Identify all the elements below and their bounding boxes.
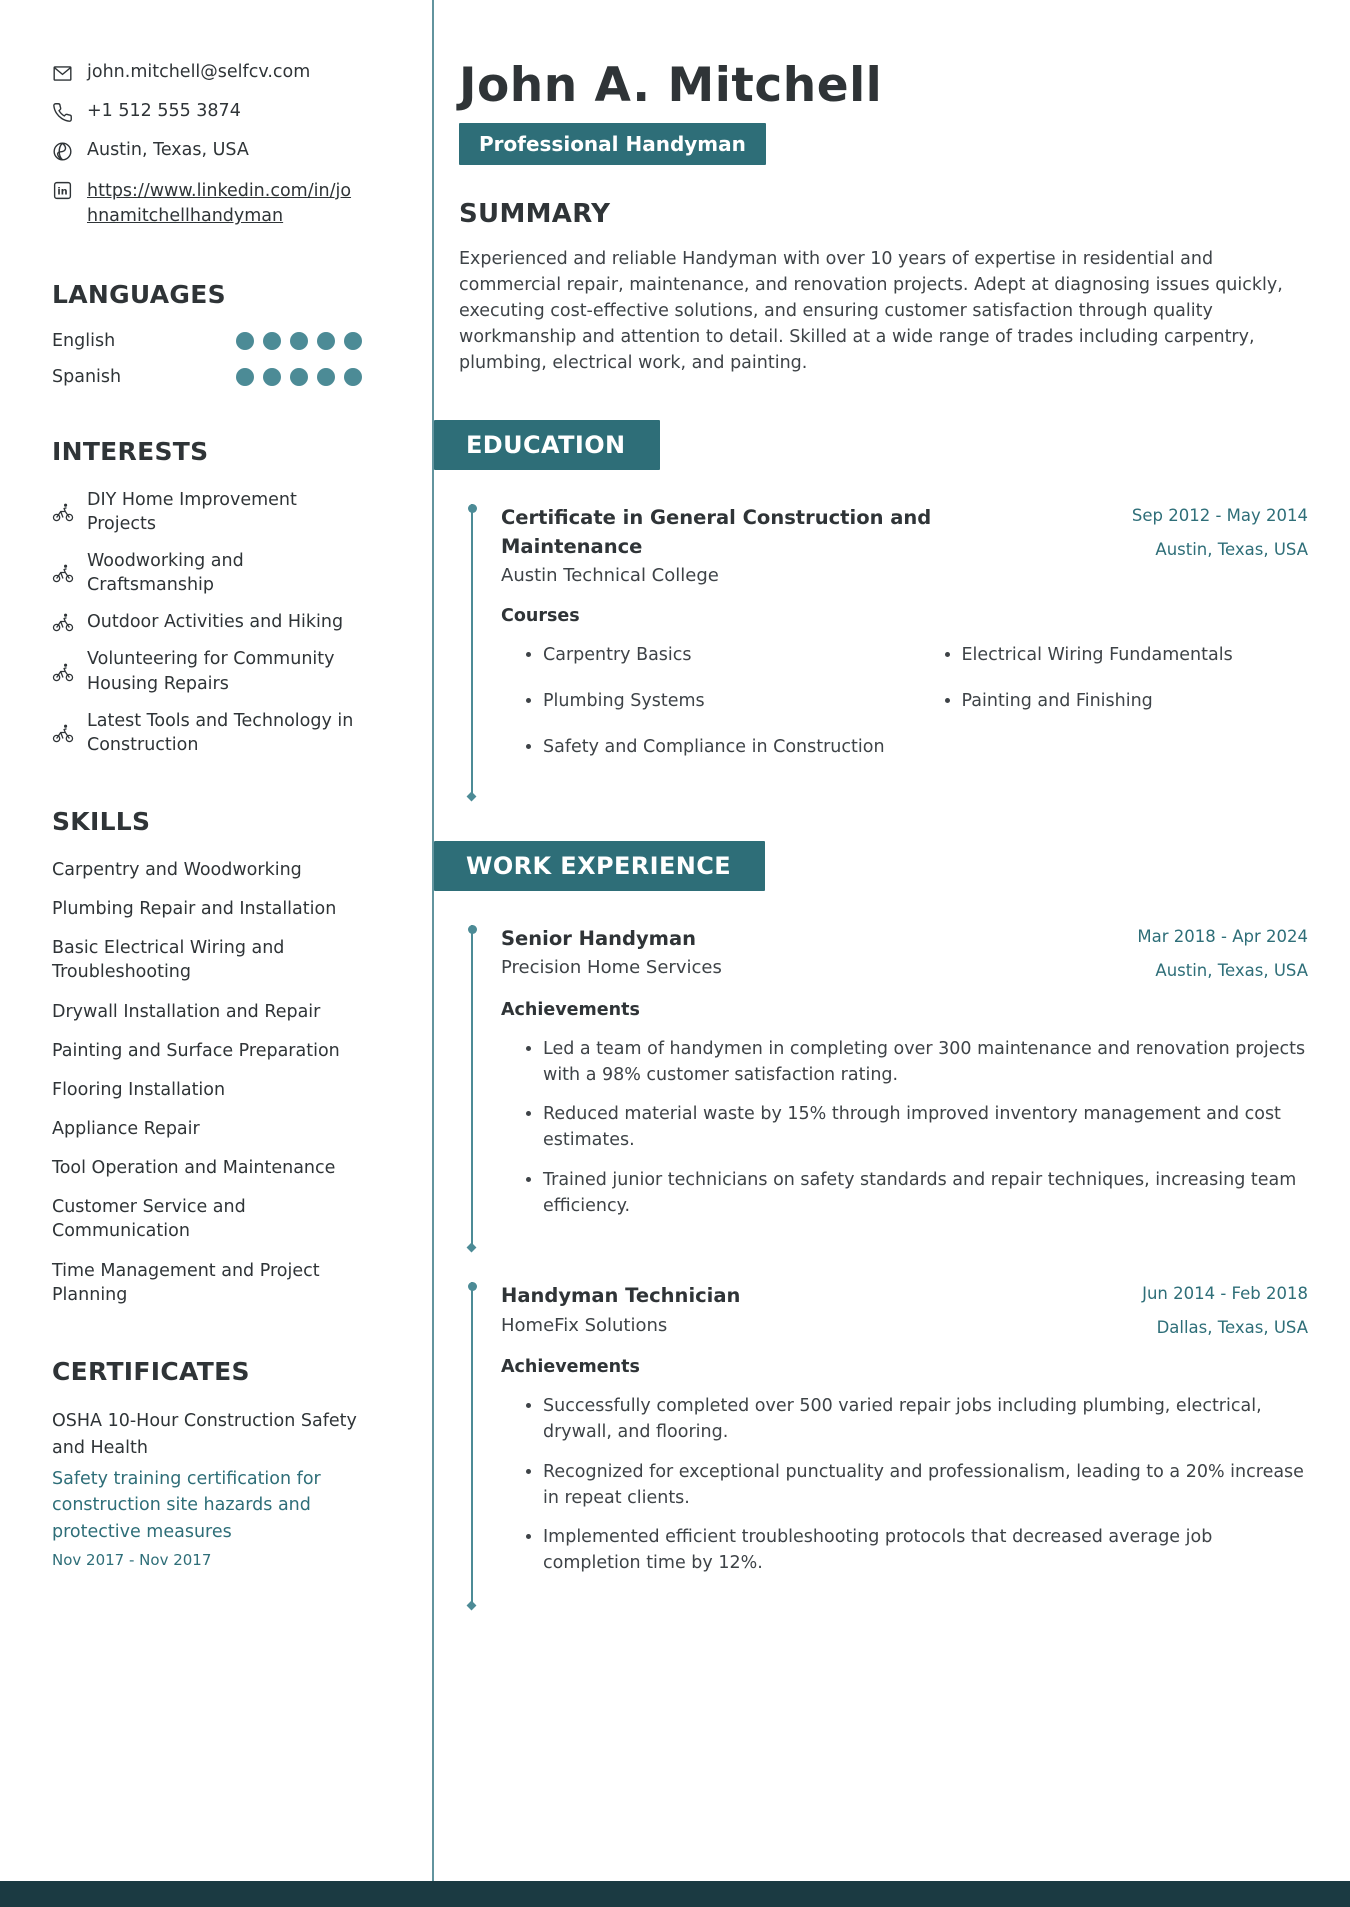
skill-item: Plumbing Repair and Installation xyxy=(52,899,337,920)
language-row-english xyxy=(52,331,362,351)
job-dates: Jun 2014 - Feb 2018 xyxy=(1142,1284,1308,1304)
interest-label: Volunteering for Community Housing Repairs xyxy=(87,649,335,694)
course-item: • Plumbing Systems xyxy=(543,688,890,714)
achievements-label: Achievements xyxy=(501,1357,640,1378)
cyclist-icon xyxy=(52,562,74,584)
achievement-item: • Led a team of handymen in completing over 300 maintenance and renovation projects with a 98% customer satisfaction rating. xyxy=(543,1036,1308,1089)
job-dates: Mar 2018 - Apr 2024 xyxy=(1137,926,1308,946)
courses-column-1 xyxy=(501,642,890,781)
education-location: Austin, Texas, USA xyxy=(1155,540,1308,560)
contact-email xyxy=(52,62,362,84)
certificate-name: OSHA 10-Hour Construction Safety and Health xyxy=(52,1410,357,1458)
contact-linkedin xyxy=(52,179,362,230)
company-name: Precision Home Services xyxy=(501,957,722,978)
cyclist-icon xyxy=(52,722,74,744)
language-level-dots xyxy=(236,368,362,386)
education-section-banner: EDUCATION xyxy=(434,420,660,470)
degree-title: Certificate in General Construction and Maintenance xyxy=(501,506,932,558)
school-name: Austin Technical College xyxy=(501,564,719,586)
interest-label: Outdoor Activities and Hiking xyxy=(87,612,344,633)
work-experience-entry xyxy=(471,1282,1308,1606)
skill-item: Time Management and Project Planning xyxy=(52,1260,320,1305)
interest-label: DIY Home Improvement Projects xyxy=(87,489,297,534)
contact-linkedin-link[interactable]: https://www.linkedin.com/in/johnamitchellhandyman xyxy=(87,181,352,227)
linkedin-icon xyxy=(52,180,73,201)
achievement-item: • Recognized for exceptional punctuality and professionalism, leading to a 20% increase in repeat clients. xyxy=(543,1459,1308,1512)
certificates-heading: CERTIFICATES xyxy=(52,1356,250,1386)
footer-bar xyxy=(0,1881,1350,1907)
work-experience-entry xyxy=(471,925,1308,1249)
contact-phone xyxy=(52,101,362,123)
interests-heading: INTERESTS xyxy=(52,436,209,466)
interest-label: Woodworking and Craftsmanship xyxy=(87,551,244,596)
job-location: Austin, Texas, USA xyxy=(1155,960,1308,980)
contact-location xyxy=(52,140,362,162)
globe-icon xyxy=(52,141,73,162)
skills-heading: SKILLS xyxy=(52,807,151,837)
work-experience-section-banner: WORK EXPERIENCE xyxy=(434,841,765,891)
course-item: • Painting and Finishing xyxy=(962,688,1309,714)
courses-label: Courses xyxy=(501,605,580,626)
achievements-label: Achievements xyxy=(501,999,640,1020)
phone-icon xyxy=(52,102,73,123)
person-title-badge: Professional Handyman xyxy=(459,123,766,165)
achievement-item: • Successfully completed over 500 varied repair jobs including plumbing, electrical, drywall, and flooring. xyxy=(543,1393,1308,1446)
person-name: John A. Mitchell xyxy=(459,58,883,113)
certificate-description: Safety training certification for construction site hazards and protective measures xyxy=(52,1469,321,1542)
job-location: Dallas, Texas, USA xyxy=(1156,1318,1308,1338)
achievements-list xyxy=(501,1036,1308,1220)
svg-text:in: in xyxy=(57,186,68,198)
skill-item: Customer Service and Communication xyxy=(52,1197,246,1242)
contact-location-text: Austin, Texas, USA xyxy=(87,140,249,160)
languages-heading: LANGUAGES xyxy=(52,279,226,309)
skill-item: Drywall Installation and Repair xyxy=(52,1001,321,1022)
skill-item: Tool Operation and Maintenance xyxy=(52,1158,336,1179)
contact-email-text: john.mitchell@selfcv.com xyxy=(87,62,311,82)
cyclist-icon xyxy=(52,611,74,633)
interest-item xyxy=(52,610,362,634)
skill-item: Appliance Repair xyxy=(52,1119,200,1139)
interest-item xyxy=(52,488,362,536)
interest-item xyxy=(52,549,362,597)
course-item: • Safety and Compliance in Construction xyxy=(543,734,890,760)
cyclist-icon xyxy=(52,661,74,683)
course-item: • Electrical Wiring Fundamentals xyxy=(962,642,1309,668)
achievement-item: • Implemented efficient troubleshooting protocols that decreased average job completion time by 12%. xyxy=(543,1524,1308,1577)
course-item: • Carpentry Basics xyxy=(543,642,890,668)
interest-item xyxy=(52,709,362,757)
skill-item: Flooring Installation xyxy=(52,1079,226,1100)
certificate-date: Nov 2017 - Nov 2017 xyxy=(52,1550,212,1569)
cyclist-icon xyxy=(52,501,74,523)
interest-label: Latest Tools and Technology in Construction xyxy=(87,710,354,755)
summary-heading: SUMMARY xyxy=(459,199,611,229)
achievements-list xyxy=(501,1393,1308,1577)
job-title: Handyman Technician xyxy=(501,1284,741,1308)
job-title: Senior Handyman xyxy=(501,926,697,950)
language-level-dots xyxy=(236,332,362,350)
contact-phone-text: +1 512 555 3874 xyxy=(87,101,241,121)
achievement-item: • Trained junior technicians on safety standards and repair techniques, increasing team efficiency. xyxy=(543,1167,1308,1220)
education-dates: Sep 2012 - May 2014 xyxy=(1131,506,1308,526)
skill-item: Basic Electrical Wiring and Troubleshooting xyxy=(52,938,285,983)
envelope-icon xyxy=(52,63,73,84)
sidebar xyxy=(0,0,432,1569)
language-name: English xyxy=(52,330,116,351)
interest-item xyxy=(52,647,362,695)
certificate-item xyxy=(52,1408,362,1569)
language-row-spanish xyxy=(52,367,362,387)
language-name: Spanish xyxy=(52,366,122,387)
skill-item: Painting and Surface Preparation xyxy=(52,1040,340,1061)
achievement-item: • Reduced material waste by 15% through improved inventory management and cost estimates. xyxy=(543,1101,1308,1154)
main-column xyxy=(434,0,1350,1606)
education-entry xyxy=(471,504,1308,796)
skill-item: Carpentry and Woodworking xyxy=(52,860,302,881)
summary-text: Experienced and reliable Handyman with over 10 years of expertise in residential and commercial repair, maintenance, and renovation projects. Adept at diagnosing issues quickly, executing cost-effective solutions, and ensuring customer satisfaction through quality workmanship and attention to detail. Skilled at a wide range of trades including carpentry, plumbing, electrical work, and painting. xyxy=(459,249,1283,373)
courses-column-2 xyxy=(920,642,1309,781)
company-name: HomeFix Solutions xyxy=(501,1314,668,1336)
